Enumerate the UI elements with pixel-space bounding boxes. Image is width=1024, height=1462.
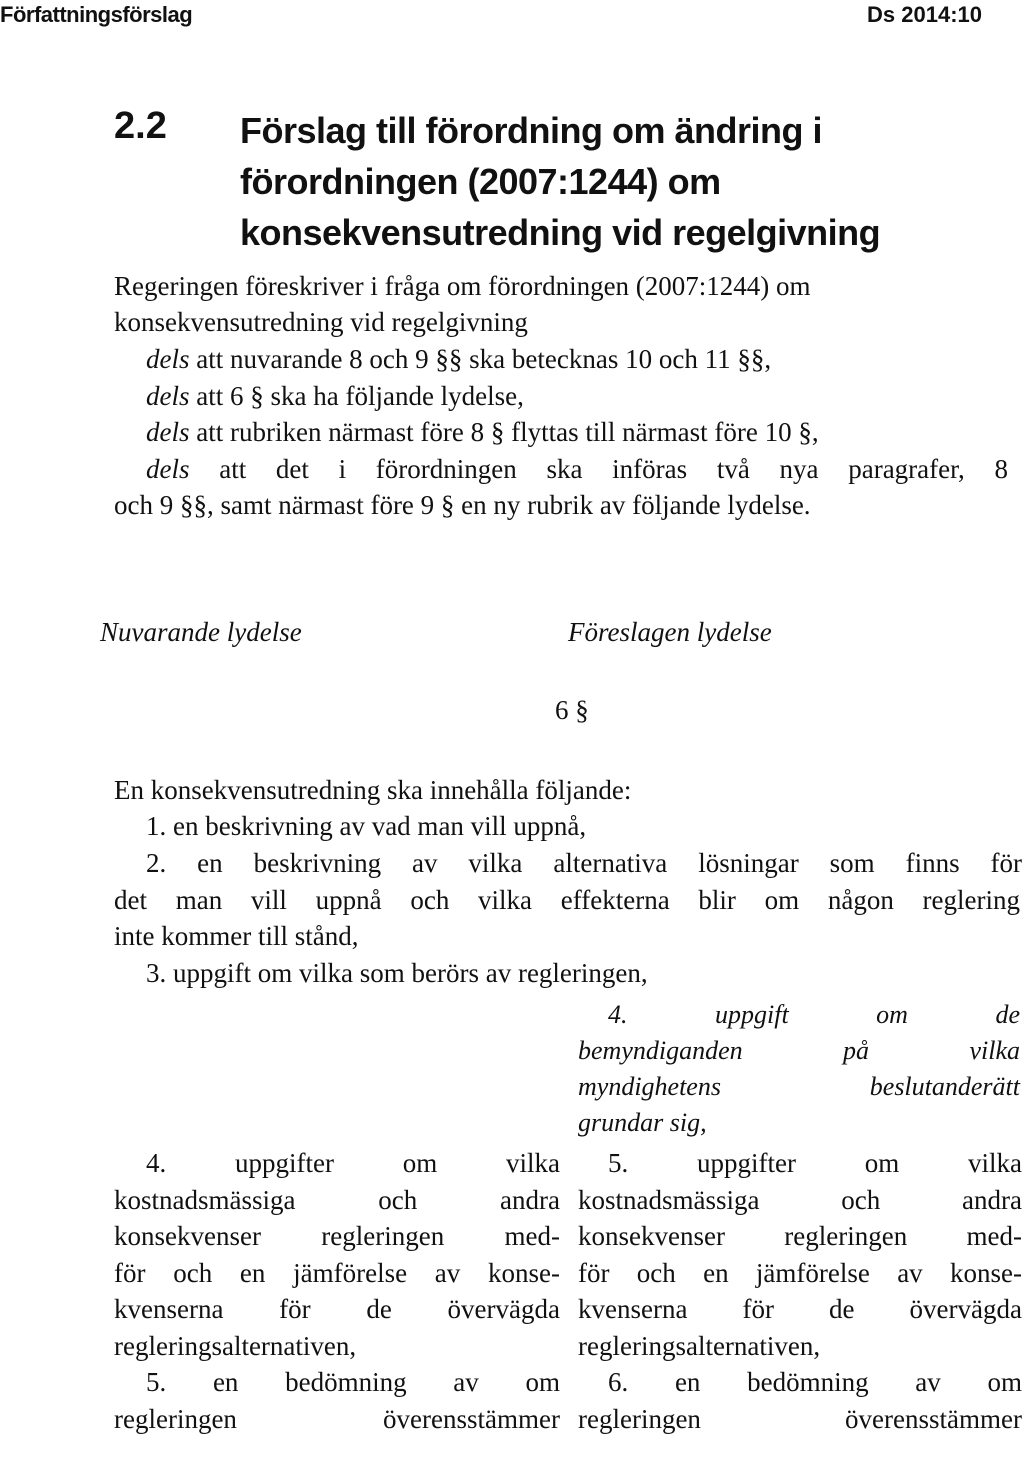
current-text-line: konsekvenser regleringen med- xyxy=(114,1221,560,1251)
dels-word: dels xyxy=(146,381,190,411)
intro-last-line: och 9 §§, samt närmast före 9 § en ny rubrik av följande lydelse. xyxy=(114,490,811,520)
proposed-text-line: regleringsalternativen, xyxy=(578,1331,821,1361)
proposed-text-line: kvenserna för de övervägda xyxy=(578,1294,1022,1324)
proposed-text-line: 6. en bedömning av om xyxy=(608,1367,1022,1397)
current-text-line: 4. uppgifter om vilka xyxy=(146,1148,560,1178)
proposed-new-item-line: bemyndiganden på vilka xyxy=(578,1036,1020,1065)
section-title-line: Förslag till förordning om ändring i xyxy=(240,110,822,151)
intro-line: Regeringen föreskriver i fråga om förordningen (2007:1244) om xyxy=(114,271,811,301)
current-text-line: kvenserna för de övervägda xyxy=(114,1294,560,1324)
current-text-line: 5. en bedömning av om xyxy=(146,1367,560,1397)
current-text-line: regleringen överensstämmer xyxy=(114,1404,560,1434)
paragraph-mark: 6 § xyxy=(555,695,589,725)
list-item: 1. en beskrivning av vad man vill uppnå, xyxy=(146,811,587,841)
dels-clause xyxy=(146,378,524,415)
current-wording-heading: Nuvarande lydelse xyxy=(100,617,302,647)
current-text-line: för och en jämförelse av konse- xyxy=(114,1258,560,1288)
list-item-continuation: det man vill uppnå och vilka effekterna blir om någon reglering xyxy=(114,885,1020,915)
running-header-left: Författningsförslag xyxy=(0,2,193,27)
section-title xyxy=(240,105,880,258)
proposed-text-line: 5. uppgifter om vilka xyxy=(608,1148,1022,1178)
current-text-line: kostnadsmässiga och andra xyxy=(114,1185,560,1215)
proposed-text-line: konsekvenser regleringen med- xyxy=(578,1221,1022,1251)
list-item: 3. uppgift om vilka som berörs av regleringen, xyxy=(146,958,648,988)
section-number: 2.2 xyxy=(114,105,167,147)
list-item: 2. en beskrivning av vilka alternativa lösningar som finns för xyxy=(146,848,1022,878)
proposed-wording-heading: Föreslagen lydelse xyxy=(568,617,772,647)
dels-clause xyxy=(146,341,771,378)
dels-word: dels xyxy=(146,417,190,447)
current-text-line: regleringsalternativen, xyxy=(114,1331,357,1361)
proposed-new-item-line: grundar sig, xyxy=(578,1108,707,1137)
proposed-new-item-line: myndighetens beslutanderätt xyxy=(578,1072,1020,1101)
list-item-continuation: inte kommer till stånd, xyxy=(114,921,359,951)
dels-text: att det i förordningen ska införas två nya paragrafer, 8 xyxy=(189,454,1008,484)
dels-text: att rubriken närmast före 8 § flyttas till närmast före 10 §, xyxy=(189,417,819,447)
proposed-new-item-line: 4. uppgift om de xyxy=(608,1000,1020,1029)
section-title-line: förordningen (2007:1244) om xyxy=(240,161,721,202)
running-header-document-id: Ds 2014:10 xyxy=(867,2,982,27)
proposed-text-line: för och en jämförelse av konse- xyxy=(578,1258,1022,1288)
proposed-text-line: kostnadsmässiga och andra xyxy=(578,1185,1022,1215)
content-intro: En konsekvensutredning ska innehålla följande: xyxy=(114,775,632,805)
proposed-text-line: regleringen överensstämmer xyxy=(578,1404,1022,1434)
dels-clause xyxy=(146,451,1008,488)
dels-text: att nuvarande 8 och 9 §§ ska betecknas 10 och 11 §§, xyxy=(189,344,772,374)
dels-word: dels xyxy=(146,344,190,374)
intro-line: konsekvensutredning vid regelgivning xyxy=(114,307,528,337)
dels-clause xyxy=(146,414,819,451)
section-title-line: konsekvensutredning vid regelgivning xyxy=(240,212,881,253)
dels-text: att 6 § ska ha följande lydelse, xyxy=(189,381,524,411)
dels-word: dels xyxy=(146,454,190,484)
